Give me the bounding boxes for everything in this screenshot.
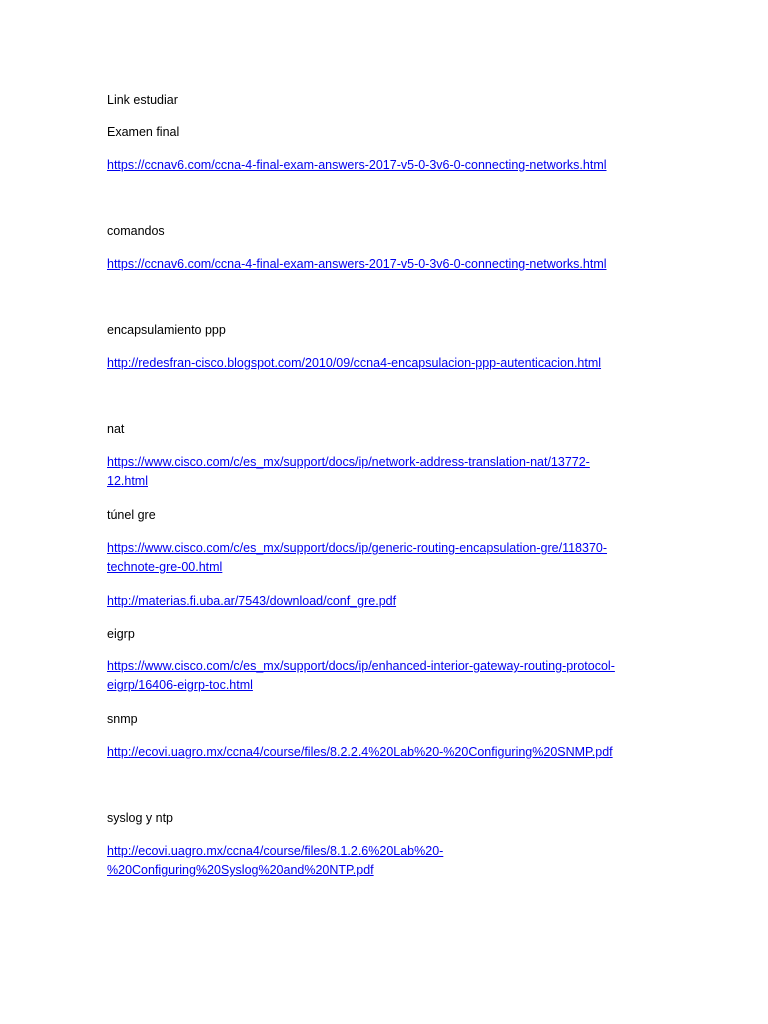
link-snmp[interactable]: http://ecovi.uagro.mx/ccna4/course/files/8.2.2.4%20Lab%20-%20Configuring%20SNMP.pdf	[107, 745, 613, 759]
link-tunel-gre-uba[interactable]: http://materias.fi.uba.ar/7543/download/conf_gre.pdf	[107, 594, 397, 608]
link-encapsulamiento-ppp[interactable]: http://redesfran-cisco.blogspot.com/2010/09/ccna4-encapsulacion-ppp-autenticacion.html	[107, 356, 602, 370]
section-label-snmp: snmp	[107, 712, 138, 726]
section-label-examen-final: Examen final	[107, 125, 180, 139]
link-eigrp[interactable]: https://www.cisco.com/c/es_mx/support/docs/ip/enhanced-interior-gateway-routing-protocol-eigrp/16406-eigrp-toc.html	[107, 659, 615, 692]
link-nat[interactable]: https://www.cisco.com/c/es_mx/support/docs/ip/network-address-translation-nat/13772-12.html	[107, 455, 590, 488]
section-label-eigrp: eigrp	[107, 627, 135, 641]
link-syslog-ntp[interactable]: http://ecovi.uagro.mx/ccna4/course/files/8.1.2.6%20Lab%20-%20Configuring%20Syslog%20and%20NTP.pdf	[107, 844, 444, 877]
section-label-encapsulamiento-ppp: encapsulamiento ppp	[107, 323, 226, 337]
link-comandos[interactable]: https://ccnav6.com/ccna-4-final-exam-answers-2017-v5-0-3v6-0-connecting-networks.html	[107, 257, 607, 271]
section-label-nat: nat	[107, 422, 125, 436]
document-title: Link estudiar	[107, 93, 178, 107]
link-examen-final[interactable]: https://ccnav6.com/ccna-4-final-exam-answers-2017-v5-0-3v6-0-connecting-networks.html	[107, 158, 607, 172]
section-label-comandos: comandos	[107, 224, 165, 238]
section-label-tunel-gre: túnel gre	[107, 508, 156, 522]
link-tunel-gre-cisco[interactable]: https://www.cisco.com/c/es_mx/support/docs/ip/generic-routing-encapsulation-gre/118370-technote-gre-00.html	[107, 541, 608, 574]
section-label-syslog-ntp: syslog y ntp	[107, 811, 174, 825]
